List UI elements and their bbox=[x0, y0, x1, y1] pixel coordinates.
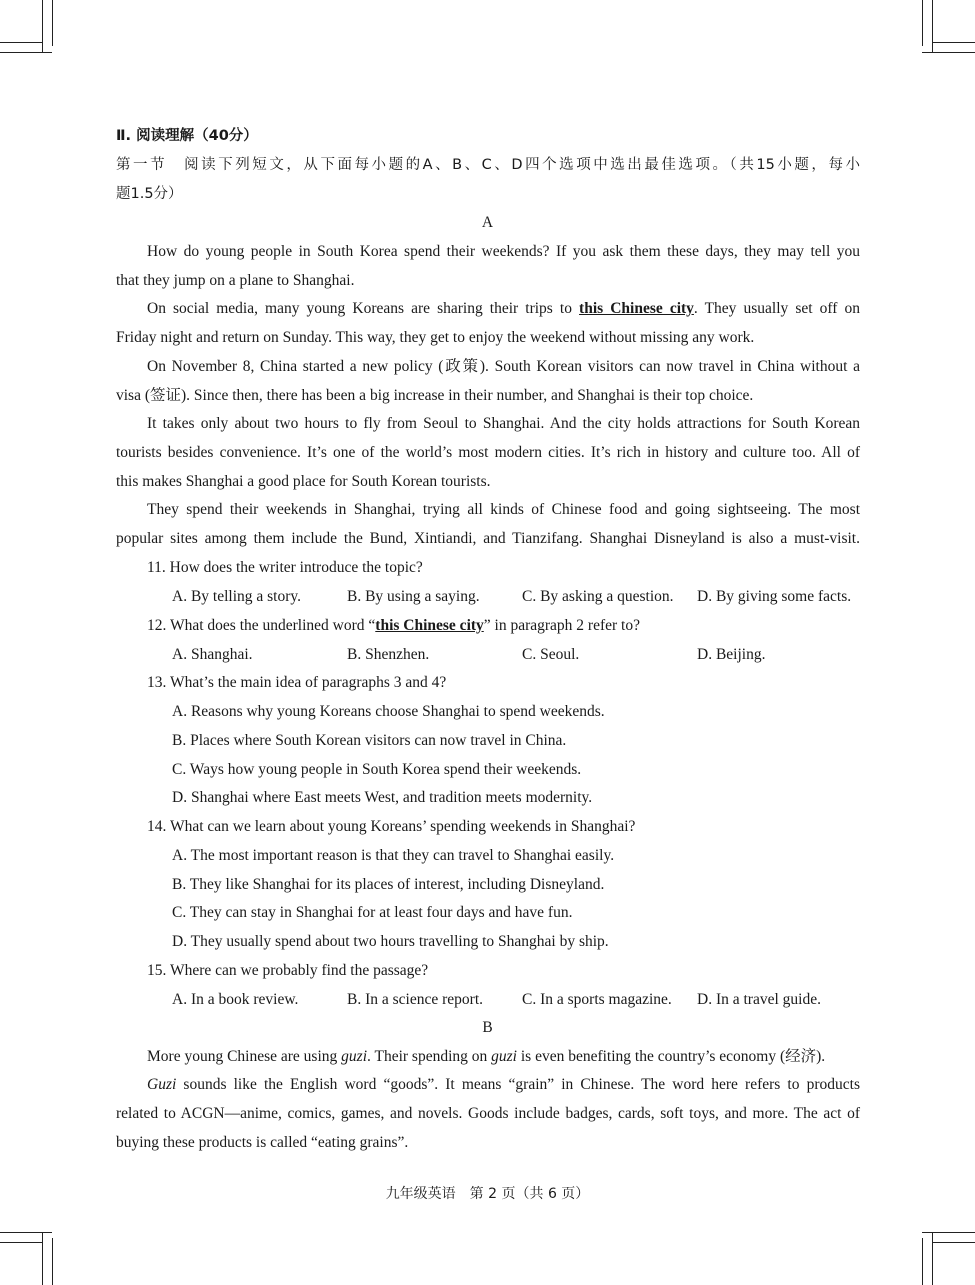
passage-a-p5-line1: They spend their weekends in Shanghai, trying all kinds of Chinese food and going sightseeing. The most bbox=[147, 501, 860, 518]
question-11-option-c: C. By asking a question. bbox=[522, 588, 674, 605]
question-13-option-d: D. Shanghai where East meets West, and tradition meets modernity. bbox=[172, 789, 593, 806]
page-footer: 九年级英语 第 2 页（共 6 页） bbox=[385, 1186, 590, 1202]
question-12-option-a: A. Shanghai. bbox=[172, 646, 253, 663]
crop-mark-top-left-h bbox=[0, 42, 42, 43]
passage-a-p2-line1 bbox=[147, 299, 860, 319]
section-instruction-line2: 题1.5分） bbox=[116, 186, 183, 202]
crop-mark-top-left-h2 bbox=[0, 52, 52, 53]
passage-a-p4-line3: this makes Shanghai a good place for South Korean tourists. bbox=[116, 473, 491, 490]
crop-mark-top-left-v bbox=[42, 0, 43, 52]
crop-mark-top-left-v2 bbox=[52, 0, 53, 46]
passage-b-p2-line3: buying these products is called “eating grains”. bbox=[116, 1134, 409, 1151]
question-11-option-b: B. By using a saying. bbox=[347, 588, 480, 605]
section-title: Ⅱ. 阅读理解（40分） bbox=[116, 128, 258, 144]
passage-a-p3-line1: On November 8, China started a new policy (政策). South Korean visitors can now travel in China without a bbox=[147, 358, 860, 375]
question-15-option-d: D. In a travel guide. bbox=[697, 991, 821, 1008]
passage-b-p1-b: . Their spending on bbox=[367, 1048, 492, 1065]
passage-b-p1-guzi-2: guzi bbox=[491, 1048, 517, 1065]
passage-b-p2-guzi: Guzi bbox=[147, 1076, 177, 1093]
underlined-word: this Chinese city bbox=[579, 300, 694, 317]
question-15-option-b: B. In a science report. bbox=[347, 991, 483, 1008]
question-12-option-d: D. Beijing. bbox=[697, 646, 766, 663]
question-13-option-b: B. Places where South Korean visitors can now travel in China. bbox=[172, 732, 567, 749]
question-12-option-c: C. Seoul. bbox=[522, 646, 580, 663]
passage-a-p4-line2: tourists besides convenience. It’s one of the world’s most modern cities. It’s rich in history and culture too. All of bbox=[116, 444, 860, 461]
crop-mark-top-right-h bbox=[932, 42, 975, 43]
crop-mark-top-right-v2 bbox=[932, 0, 933, 52]
question-14-option-a: A. The most important reason is that they can travel to Shanghai easily. bbox=[172, 847, 615, 864]
question-12-stem-a: 12. What does the underlined word “ bbox=[147, 617, 376, 634]
question-14-stem: 14. What can we learn about young Koreans’ spending weekends in Shanghai? bbox=[147, 818, 636, 835]
passage-a-label: A bbox=[481, 214, 494, 231]
passage-b-p1-a: More young Chinese are using bbox=[147, 1048, 342, 1065]
passage-b-p2-line1 bbox=[147, 1075, 860, 1095]
crop-mark-bottom-left-h bbox=[0, 1232, 52, 1233]
passage-a-p2-line2: Friday night and return on Sunday. This way, they get to enjoy the weekend without missing any work. bbox=[116, 329, 755, 346]
section-instruction-line1: 第一节 阅读下列短文，从下面每小题的A、B、C、D四个选项中选出最佳选项。（共15小题，每小 bbox=[116, 157, 860, 173]
question-14-option-c: C. They can stay in Shanghai for at least four days and have fun. bbox=[172, 904, 573, 921]
passage-b-label: B bbox=[482, 1019, 493, 1036]
question-11-option-d: D. By giving some facts. bbox=[697, 588, 852, 605]
crop-mark-bottom-right-v bbox=[922, 1238, 923, 1285]
crop-mark-bottom-left-v bbox=[42, 1232, 43, 1285]
question-15-stem: 15. Where can we probably find the passage? bbox=[147, 962, 429, 979]
question-12-stem bbox=[147, 616, 640, 636]
passage-a-p4-line1: It takes only about two hours to fly from Seoul to Shanghai. And the city holds attractions for South Korean bbox=[147, 415, 860, 432]
question-11-stem: 11. How does the writer introduce the topic? bbox=[147, 559, 423, 576]
crop-mark-bottom-right-h2 bbox=[932, 1242, 975, 1243]
crop-mark-bottom-left-v2 bbox=[52, 1238, 53, 1285]
question-13-stem: 13. What’s the main idea of paragraphs 3 and 4? bbox=[147, 674, 447, 691]
passage-b-p2-line2: related to ACGN—anime, comics, games, and novels. Goods include badges, cards, soft toys, and more. The act of bbox=[116, 1105, 860, 1122]
passage-a-p3-line2: visa (签证). Since then, there has been a big increase in their number, and Shanghai is their top choice. bbox=[116, 387, 754, 404]
question-12-option-b: B. Shenzhen. bbox=[347, 646, 430, 663]
question-12-stem-b: ” in paragraph 2 refer to? bbox=[483, 617, 640, 634]
question-13-option-c: C. Ways how young people in South Korea spend their weekends. bbox=[172, 761, 582, 778]
question-14-option-b: B. They like Shanghai for its places of interest, including Disneyland. bbox=[172, 876, 605, 893]
passage-b-p2-text: sounds like the English word “goods”. It means “grain” in Chinese. The word here refers to products bbox=[176, 1076, 860, 1093]
passage-a-p1-line2: that they jump on a plane to Shanghai. bbox=[116, 272, 355, 289]
passage-a-p2-text-a: On social media, many young Koreans are sharing their trips to bbox=[147, 300, 580, 317]
crop-mark-top-right-h2 bbox=[922, 52, 975, 53]
passage-b-p1 bbox=[147, 1047, 825, 1067]
passage-a-p5-line2: popular sites among them include the Bund, Xintiandi, and Tianzifang. Shanghai Disneyland is also a must-visit. bbox=[116, 530, 860, 547]
crop-mark-bottom-right-h bbox=[922, 1232, 975, 1233]
question-15-option-c: C. In a sports magazine. bbox=[522, 991, 672, 1008]
question-14-option-d: D. They usually spend about two hours travelling to Shanghai by ship. bbox=[172, 933, 609, 950]
passage-b-p1-c: is even benefiting the country’s economy (经济). bbox=[516, 1048, 826, 1065]
question-13-option-a: A. Reasons why young Koreans choose Shanghai to spend weekends. bbox=[172, 703, 605, 720]
passage-a-p1-line1: How do young people in South Korea spend their weekends? If you ask them these days, they may tell you bbox=[147, 243, 860, 260]
passage-a-p2-text-b: . They usually set off on bbox=[693, 300, 861, 317]
question-11-option-a: A. By telling a story. bbox=[172, 588, 302, 605]
question-12-underlined: this Chinese city bbox=[375, 617, 484, 634]
crop-mark-bottom-left-h2 bbox=[0, 1242, 42, 1243]
crop-mark-bottom-right-v2 bbox=[932, 1232, 933, 1285]
crop-mark-top-right-v bbox=[922, 0, 923, 46]
question-15-option-a: A. In a book review. bbox=[172, 991, 299, 1008]
passage-b-p1-guzi-1: guzi bbox=[341, 1048, 367, 1065]
